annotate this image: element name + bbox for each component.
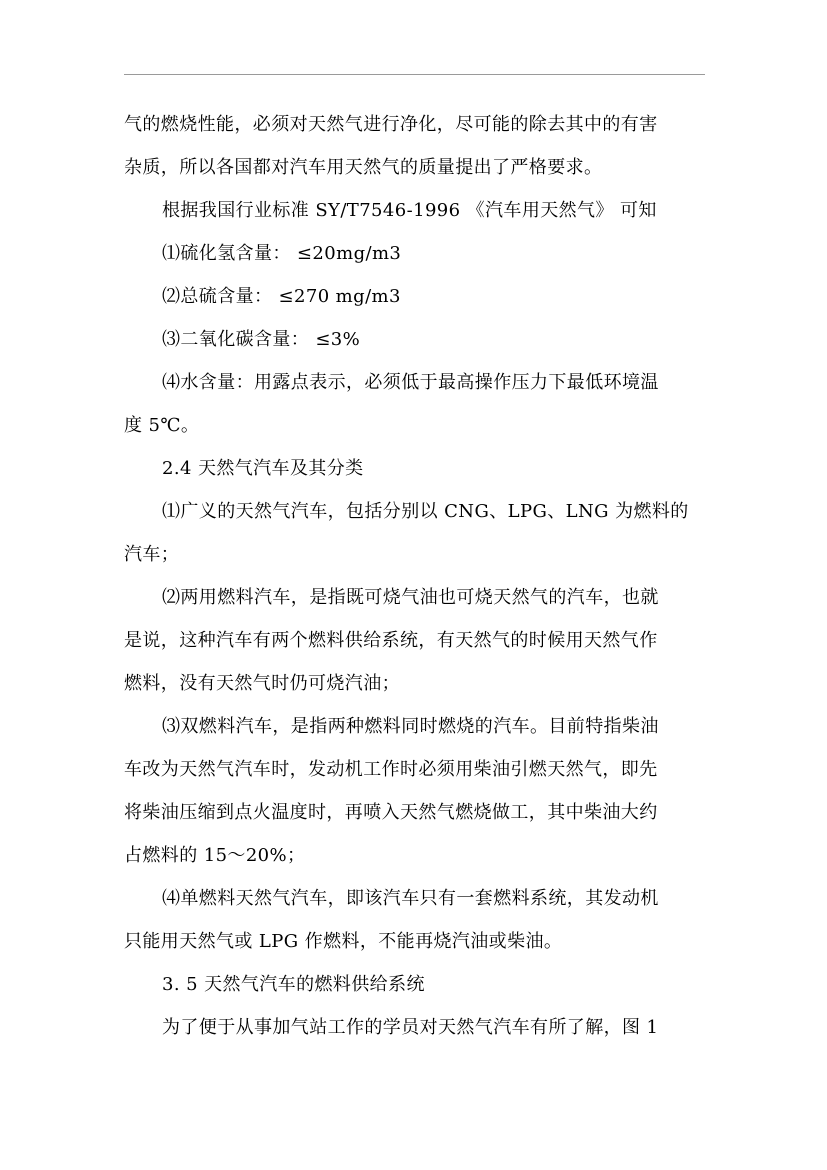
- list-item-4: ⑷单燃料天然气汽车，即该汽车只有一套燃料系统，其发动机: [162, 888, 659, 909]
- section-heading-2-4: 2.4 天然气汽车及其分类: [162, 458, 364, 479]
- spec-hydrogen-sulfide: ⑴硫化氢含量： ≤20mg/m3: [162, 243, 402, 264]
- paragraph-line: 只能用天然气或 LPG 作燃料，不能再烧汽油或柴油。: [124, 931, 563, 952]
- paragraph-line: 燃料，没有天然气时仍可烧汽油；: [124, 673, 400, 694]
- spec-carbon-dioxide: ⑶二氧化碳含量： ≤3%: [162, 329, 361, 350]
- paragraph-line: 车改为天然气汽车时，发动机工作时必须用柴油引燃天然气，即先: [124, 759, 658, 780]
- spec-water-content: ⑷水含量：用露点表示，必须低于最高操作压力下最低环境温: [162, 372, 659, 393]
- paragraph-line: 占燃料的 15～20%；: [124, 845, 306, 866]
- spec-total-sulfur: ⑵总硫含量： ≤270 mg/m3: [162, 286, 401, 307]
- paragraph-line: 气的燃烧性能，必须对天然气进行净化，尽可能的除去其中的有害: [124, 114, 658, 135]
- header-divider: [124, 74, 705, 75]
- paragraph-line: 是说，这种汽车有两个燃料供给系统，有天然气的时候用天然气作: [124, 630, 658, 651]
- section-heading-3-5: 3. 5 天然气汽车的燃料供给系统: [162, 974, 425, 995]
- paragraph-line: 汽车；: [124, 544, 180, 565]
- list-item-2: ⑵两用燃料汽车，是指既可烧气油也可烧天然气的汽车，也就: [162, 587, 659, 608]
- paragraph-line: 为了便于从事加气站工作的学员对天然气汽车有所了解，图 1: [162, 1017, 659, 1038]
- paragraph-line: 杂质，所以各国都对汽车用天然气的质量提出了严格要求。: [124, 157, 603, 178]
- paragraph-line: 度 5℃。: [124, 415, 200, 436]
- list-item-1: ⑴广义的天然气汽车，包括分别以 CNG、LPG、LNG 为燃料的: [162, 501, 689, 522]
- paragraph-line: 将柴油压缩到点火温度时，再喷入天然气燃烧做工，其中柴油大约: [124, 802, 658, 823]
- list-item-3: ⑶双燃料汽车，是指两种燃料同时燃烧的汽车。目前特指柴油: [162, 716, 659, 737]
- standard-reference-line: 根据我国行业标准 SY/T7546-1996 《汽车用天然气》 可知: [162, 200, 657, 221]
